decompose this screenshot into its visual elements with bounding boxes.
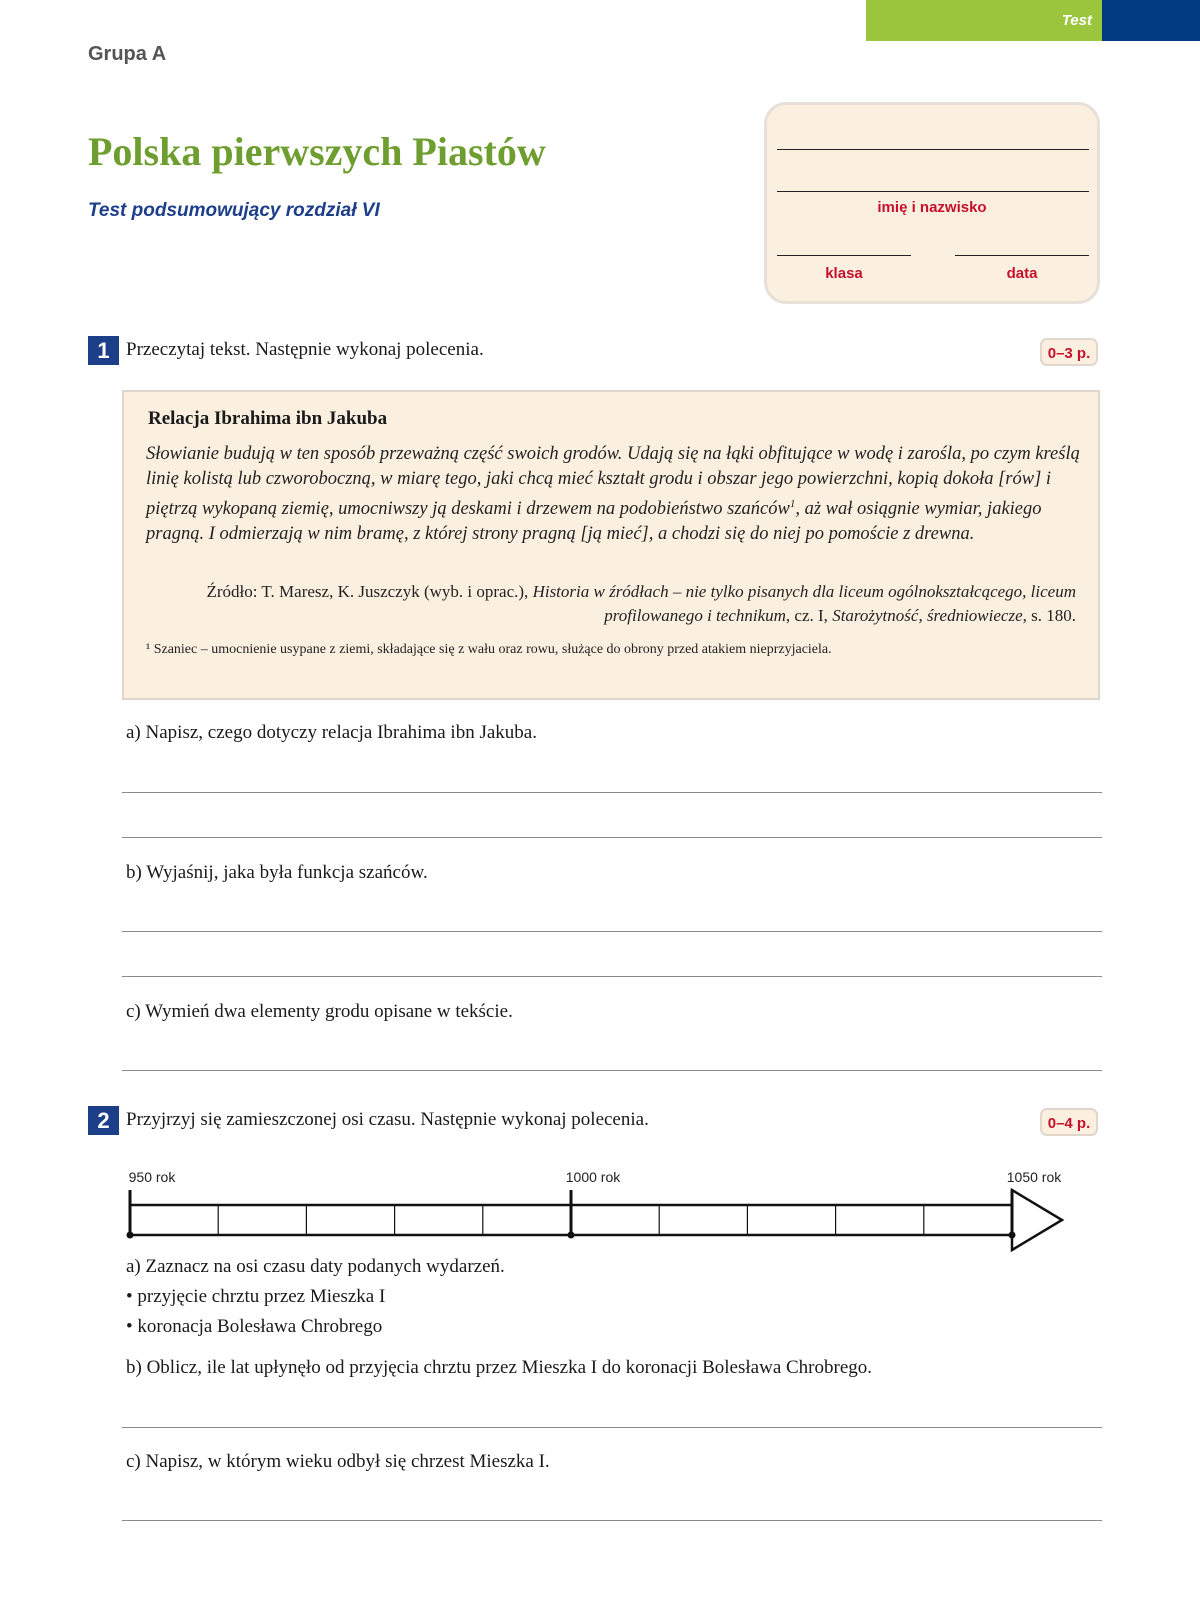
task-1c-answer-line[interactable] (122, 1070, 1102, 1071)
timeline[interactable] (112, 1160, 1072, 1260)
task-1a-answer-line-2[interactable] (122, 837, 1102, 838)
citation-mid: , cz. I, (785, 606, 828, 625)
page-subtitle: Test podsumowujący rozdział VI (88, 200, 380, 221)
source-body-part-2: , aż wał osiągnie wymiar, jakiego pragną. I odmierzają w nim bramę, z której strony pragną [ją mieć], a chodzi się do niej po pomoście z drewna. (146, 499, 1042, 545)
timeline-arrowhead (1012, 1190, 1062, 1250)
task-2c-answer-line[interactable] (122, 1520, 1102, 1521)
timeline-dot (127, 1232, 134, 1239)
class-line[interactable] (777, 255, 911, 256)
name-line-1[interactable] (777, 149, 1089, 150)
timeline-label: 950 rok (128, 1169, 176, 1185)
task-1c-question: c) Wymień dwa elementy grodu opisane w tekście. (126, 1001, 513, 1022)
header-tag-accent (1102, 0, 1200, 41)
task-2b-answer-line[interactable] (122, 1427, 1102, 1428)
task-1a-question: a) Napisz, czego dotyczy relacja Ibrahima ibn Jakuba. (126, 722, 537, 743)
timeline-axis (127, 1169, 1063, 1250)
task-2a-question: a) Zaznacz na osi czasu daty podanych wydarzeń. (126, 1256, 505, 1277)
task-1b-question: b) Wyjaśnij, jaka była funkcja szańców. (126, 862, 428, 883)
task-2-number: 2 (88, 1106, 119, 1135)
class-label: klasa (825, 265, 863, 282)
header-tag-label: Test (1061, 12, 1092, 29)
task-2a-bullet-2: • koronacja Bolesława Chrobrego (126, 1316, 383, 1337)
citation-part: Starożytność, średniowiecze (832, 606, 1023, 625)
source-citation (196, 580, 1076, 628)
task-1-points: 0–3 p. (1040, 338, 1098, 366)
task-1a-answer-line-1[interactable] (122, 792, 1102, 793)
timeline-label: 1050 rok (1006, 1169, 1062, 1185)
timeline-dot (568, 1232, 575, 1239)
task-1b-answer-line-2[interactable] (122, 976, 1102, 977)
task-2a-bullet-1: • przyjęcie chrztu przez Mieszka I (126, 1286, 386, 1307)
task-1b-answer-line-1[interactable] (122, 931, 1102, 932)
citation-page: , s. 180. (1022, 606, 1076, 625)
source-body (146, 442, 1081, 547)
date-line[interactable] (955, 255, 1089, 256)
task-2-points: 0–4 p. (1040, 1108, 1098, 1136)
source-body-part-1: Słowianie budują w ten sposób przeważną część swoich grodów. Udają się na łąki obfitujące w wodę i zarośla, po czym kreślą linię kolistą lub czworoboczną, w miarę tego, jaki chcą mieć kształt grodu i obszar jego powierzchni, kopią dokoła [rów] i piętrzą wykopaną ziemię, umocniwszy ją deskami i drzewem na podobieństwo szańców (146, 444, 1080, 520)
task-2c-question: c) Napisz, w którym wieku odbył się chrzest Mieszka I. (126, 1451, 550, 1472)
task-2-instruction: Przyjrzyj się zamieszczonej osi czasu. Następnie wykonaj polecenia. (126, 1109, 649, 1130)
task-1-number: 1 (88, 336, 119, 365)
date-label: data (1006, 265, 1038, 282)
source-title: Relacja Ibrahima ibn Jakuba (148, 408, 388, 429)
source-text-box (122, 390, 1100, 700)
citation-title: Historia w źródłach – nie tylko pisanych dla liceum ogólnokształcącego, liceum profilowanego i technikum (532, 582, 1076, 625)
timeline-label: 1000 rok (565, 1169, 621, 1185)
task-2b-question: b) Oblicz, ile lat upłynęło od przyjęcia chrztu przez Mieszka I do koronacji Bolesława Chrobrego. (126, 1357, 873, 1378)
timeline-dot (1009, 1232, 1016, 1239)
source-footnote: ¹ Szaniec – umocnienie usypane z ziemi, składające się z wału oraz rowu, służące do obrony przed atakiem nieprzyjaciela. (146, 642, 832, 657)
page-title: Polska pierwszych Piastów (88, 129, 546, 174)
name-line-2[interactable] (777, 191, 1089, 192)
task-1-instruction: Przeczytaj tekst. Następnie wykonaj polecenia. (126, 339, 484, 360)
name-label: imię i nazwisko (877, 199, 987, 216)
footnote-marker: 1 (789, 498, 796, 510)
group-label: Grupa A (88, 43, 167, 65)
header-tag (866, 0, 1102, 41)
student-info-box (764, 102, 1100, 304)
citation-prefix: Źródło: T. Maresz, K. Juszczyk (wyb. i oprac.), (206, 582, 529, 601)
